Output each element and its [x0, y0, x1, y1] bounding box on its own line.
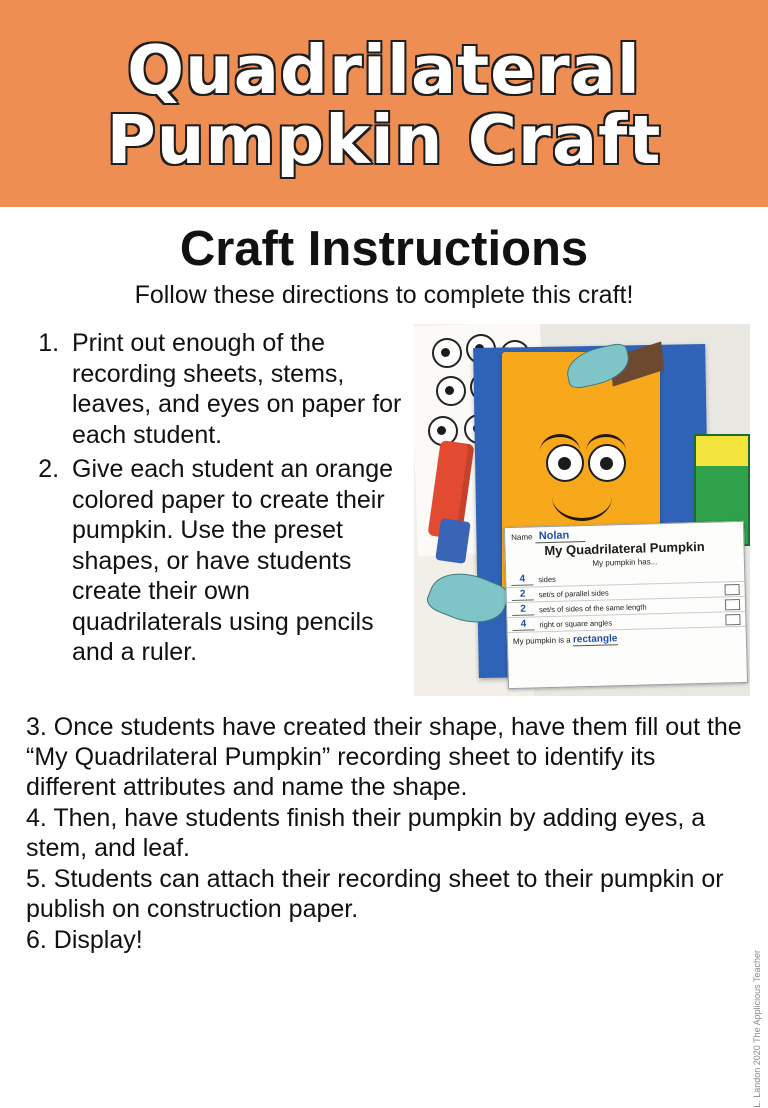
- page-subtitle: Follow these directions to complete this craft!: [134, 281, 634, 309]
- list-item: 4. Then, have students finish their pumpkin by adding eyes, a stem, and leaf.: [26, 804, 706, 862]
- recording-sheet-title: My Quadrilateral Pumpkin: [544, 538, 705, 559]
- list-item: 2. Give each student an orange colored paper to create their pumpkin. Use the preset shapes, or have students create their own quadrilaterals using pencils and a ruler.: [66, 454, 404, 668]
- row-value: 4: [512, 618, 534, 631]
- printed-eye-icon: [436, 376, 466, 406]
- footer-label: My pumpkin is a: [512, 635, 571, 646]
- list-item: 3. Once students have created their shape, have them fill out the “My Quadrilateral Pumpkin” recording sheet to identify its different attributes and name the shape.: [26, 713, 742, 801]
- recording-sheet-subtitle: My pumpkin has...: [592, 557, 658, 568]
- title-banner: [0, 0, 768, 207]
- recording-sheet: [504, 521, 748, 689]
- lower-steps: [26, 712, 742, 955]
- row-label: sides: [538, 574, 556, 584]
- glue-stick-cap: [435, 518, 471, 564]
- row-label: right or square angles: [539, 617, 613, 629]
- row-checkbox: [724, 584, 739, 595]
- row-value: 4: [511, 573, 533, 586]
- row-checkbox: [725, 599, 740, 610]
- steps-column: [18, 320, 404, 672]
- list-item: 1. Print out enough of the recording sheets, stems, leaves, and eyes on paper for each student.: [66, 328, 404, 450]
- craft-example-photo: [414, 324, 750, 696]
- numbered-steps-list: [32, 328, 404, 668]
- name-value: Nolan: [535, 529, 586, 543]
- page-body: [0, 221, 768, 955]
- footer-value: rectangle: [572, 633, 618, 646]
- row-value: 2: [512, 588, 534, 601]
- row-checkbox: [725, 614, 740, 625]
- row-label: set/s of sides of the same length: [538, 601, 647, 614]
- printed-eye-icon: [432, 338, 462, 368]
- content-columns: [18, 320, 750, 696]
- list-item: 6. Display!: [26, 926, 143, 954]
- banner-title-line-1: Quadrilateral: [127, 30, 641, 109]
- page-title: Craft Instructions: [179, 222, 589, 276]
- row-value: 2: [512, 603, 534, 616]
- banner-title-line-2: Pumpkin Craft: [106, 100, 662, 179]
- marker-box-top: [696, 436, 748, 466]
- name-label: Name: [511, 532, 533, 542]
- row-label: set/s of parallel sides: [538, 587, 609, 599]
- copyright-notice: L. Landon 2020 The Applicious Teacher: [752, 950, 762, 1108]
- list-item: 5. Students can attach their recording sheet to their pumpkin or publish on construction paper.: [26, 865, 724, 923]
